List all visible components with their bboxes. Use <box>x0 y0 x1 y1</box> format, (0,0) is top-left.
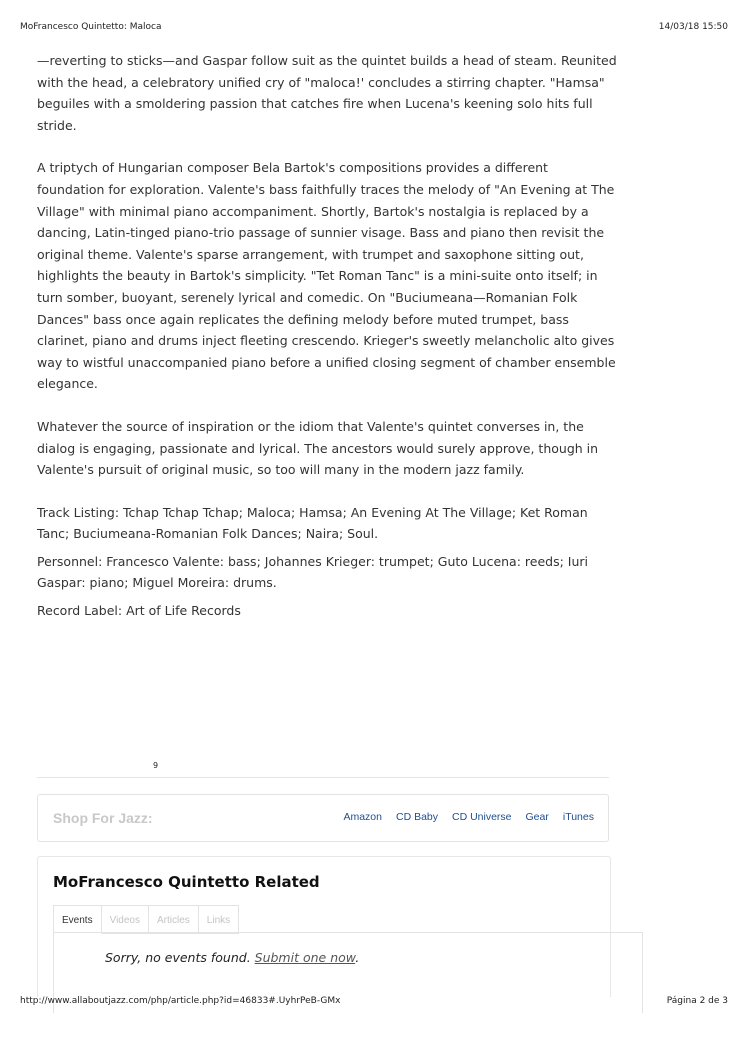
no-events-text: Sorry, no events found. <box>105 950 255 965</box>
no-events-suffix: . <box>355 950 360 965</box>
print-header-title: MoFrancesco Quintetto: Maloca <box>20 22 162 32</box>
article-paragraph: A triptych of Hungarian composer Bela Bartok's compositions provides a different foundation for exploration. Valente's bass faithfully traces the melody of "An Evening at The Village" with minimal piano accompaniment. Shortly, Bartok's nostalgia is replaced by a dancing, Latin-tinged piano-trio passage of sunnier visage. Bass and piano then revisit the original theme. Valente's sparse arrangement, with trumpet and saxophone sitting out, highlights the beauty in Bartok's simplicity. "Tet Roman Tanc" is a mini-suite onto itself; in turn somber, buoyant, serenely lyrical and comedic. On "Buciumeana—Romanian Folk Dances" bass once again replicates the defining melody before muted trumpet, bass clarinet, piano and drums inject fleeting crescendo. Krieger's sweetly melancholic alto gives way to wistful unaccompanied piano before a unified closing segment of chamber ensemble elegance. <box>37 160 616 392</box>
shop-link-itunes[interactable]: iTunes <box>562 811 594 823</box>
no-events-message <box>105 950 359 965</box>
article-body <box>37 50 617 628</box>
tab-links[interactable]: Links <box>199 905 239 934</box>
record-label: Record Label: Art of Life Records <box>37 603 241 619</box>
print-footer-page: Página 2 de 3 <box>666 996 728 1006</box>
tab-videos[interactable]: Videos <box>102 905 149 934</box>
tab-articles[interactable]: Articles <box>149 905 199 934</box>
divider <box>37 777 609 778</box>
article-paragraph: Whatever the source of inspiration or the idiom that Valente's quintet converses in, the dialog is engaging, passionate and lyrical. The ancestors would surely approve, though in Valente's pursuit of original music, so too will many in the modern jazz family. <box>37 418 599 478</box>
shop-links <box>329 811 594 823</box>
shop-link-gear[interactable]: Gear <box>525 811 549 823</box>
track-listing: Track Listing: Tchap Tchap Tchap; Maloca; Hamsa; An Evening At The Village; Ket Roman Tanc; Buciumeana-Romanian Folk Dances; Naira; Soul. <box>37 504 588 542</box>
shop-title: Shop For Jazz: <box>53 810 153 826</box>
submit-event-link[interactable]: Submit one now <box>254 950 356 965</box>
personnel: Personnel: Francesco Valente: bass; Johannes Krieger: trumpet; Guto Lucena: reeds; Iuri Gaspar: piano; Miguel Moreira: drums. <box>37 553 588 591</box>
article-paragraph: —reverting to sticks—and Gaspar follow suit as the quintet builds a head of steam. Reunited with the head, a celebratory unified cry of "maloca!' concludes a stirring chapter. "Hamsa" beguiles with a smoldering passion that catches fire when Lucena's keening solo hits full stride. <box>37 53 617 133</box>
shop-link-cd-universe[interactable]: CD Universe <box>452 811 512 823</box>
related-tabs <box>53 905 239 934</box>
shop-for-jazz-box <box>37 794 609 842</box>
related-title: MoFrancesco Quintetto Related <box>53 873 320 891</box>
shop-link-cd-baby[interactable]: CD Baby <box>395 811 438 823</box>
print-header-datetime: 14/03/18 15:50 <box>658 22 728 32</box>
comment-count: 9 <box>153 761 159 770</box>
shop-link-amazon[interactable]: Amazon <box>343 811 382 823</box>
tab-events[interactable]: Events <box>53 905 102 934</box>
print-footer-url: http://www.allaboutjazz.com/php/article.php?id=46833#.UyhrPeB-GMx <box>20 996 341 1006</box>
